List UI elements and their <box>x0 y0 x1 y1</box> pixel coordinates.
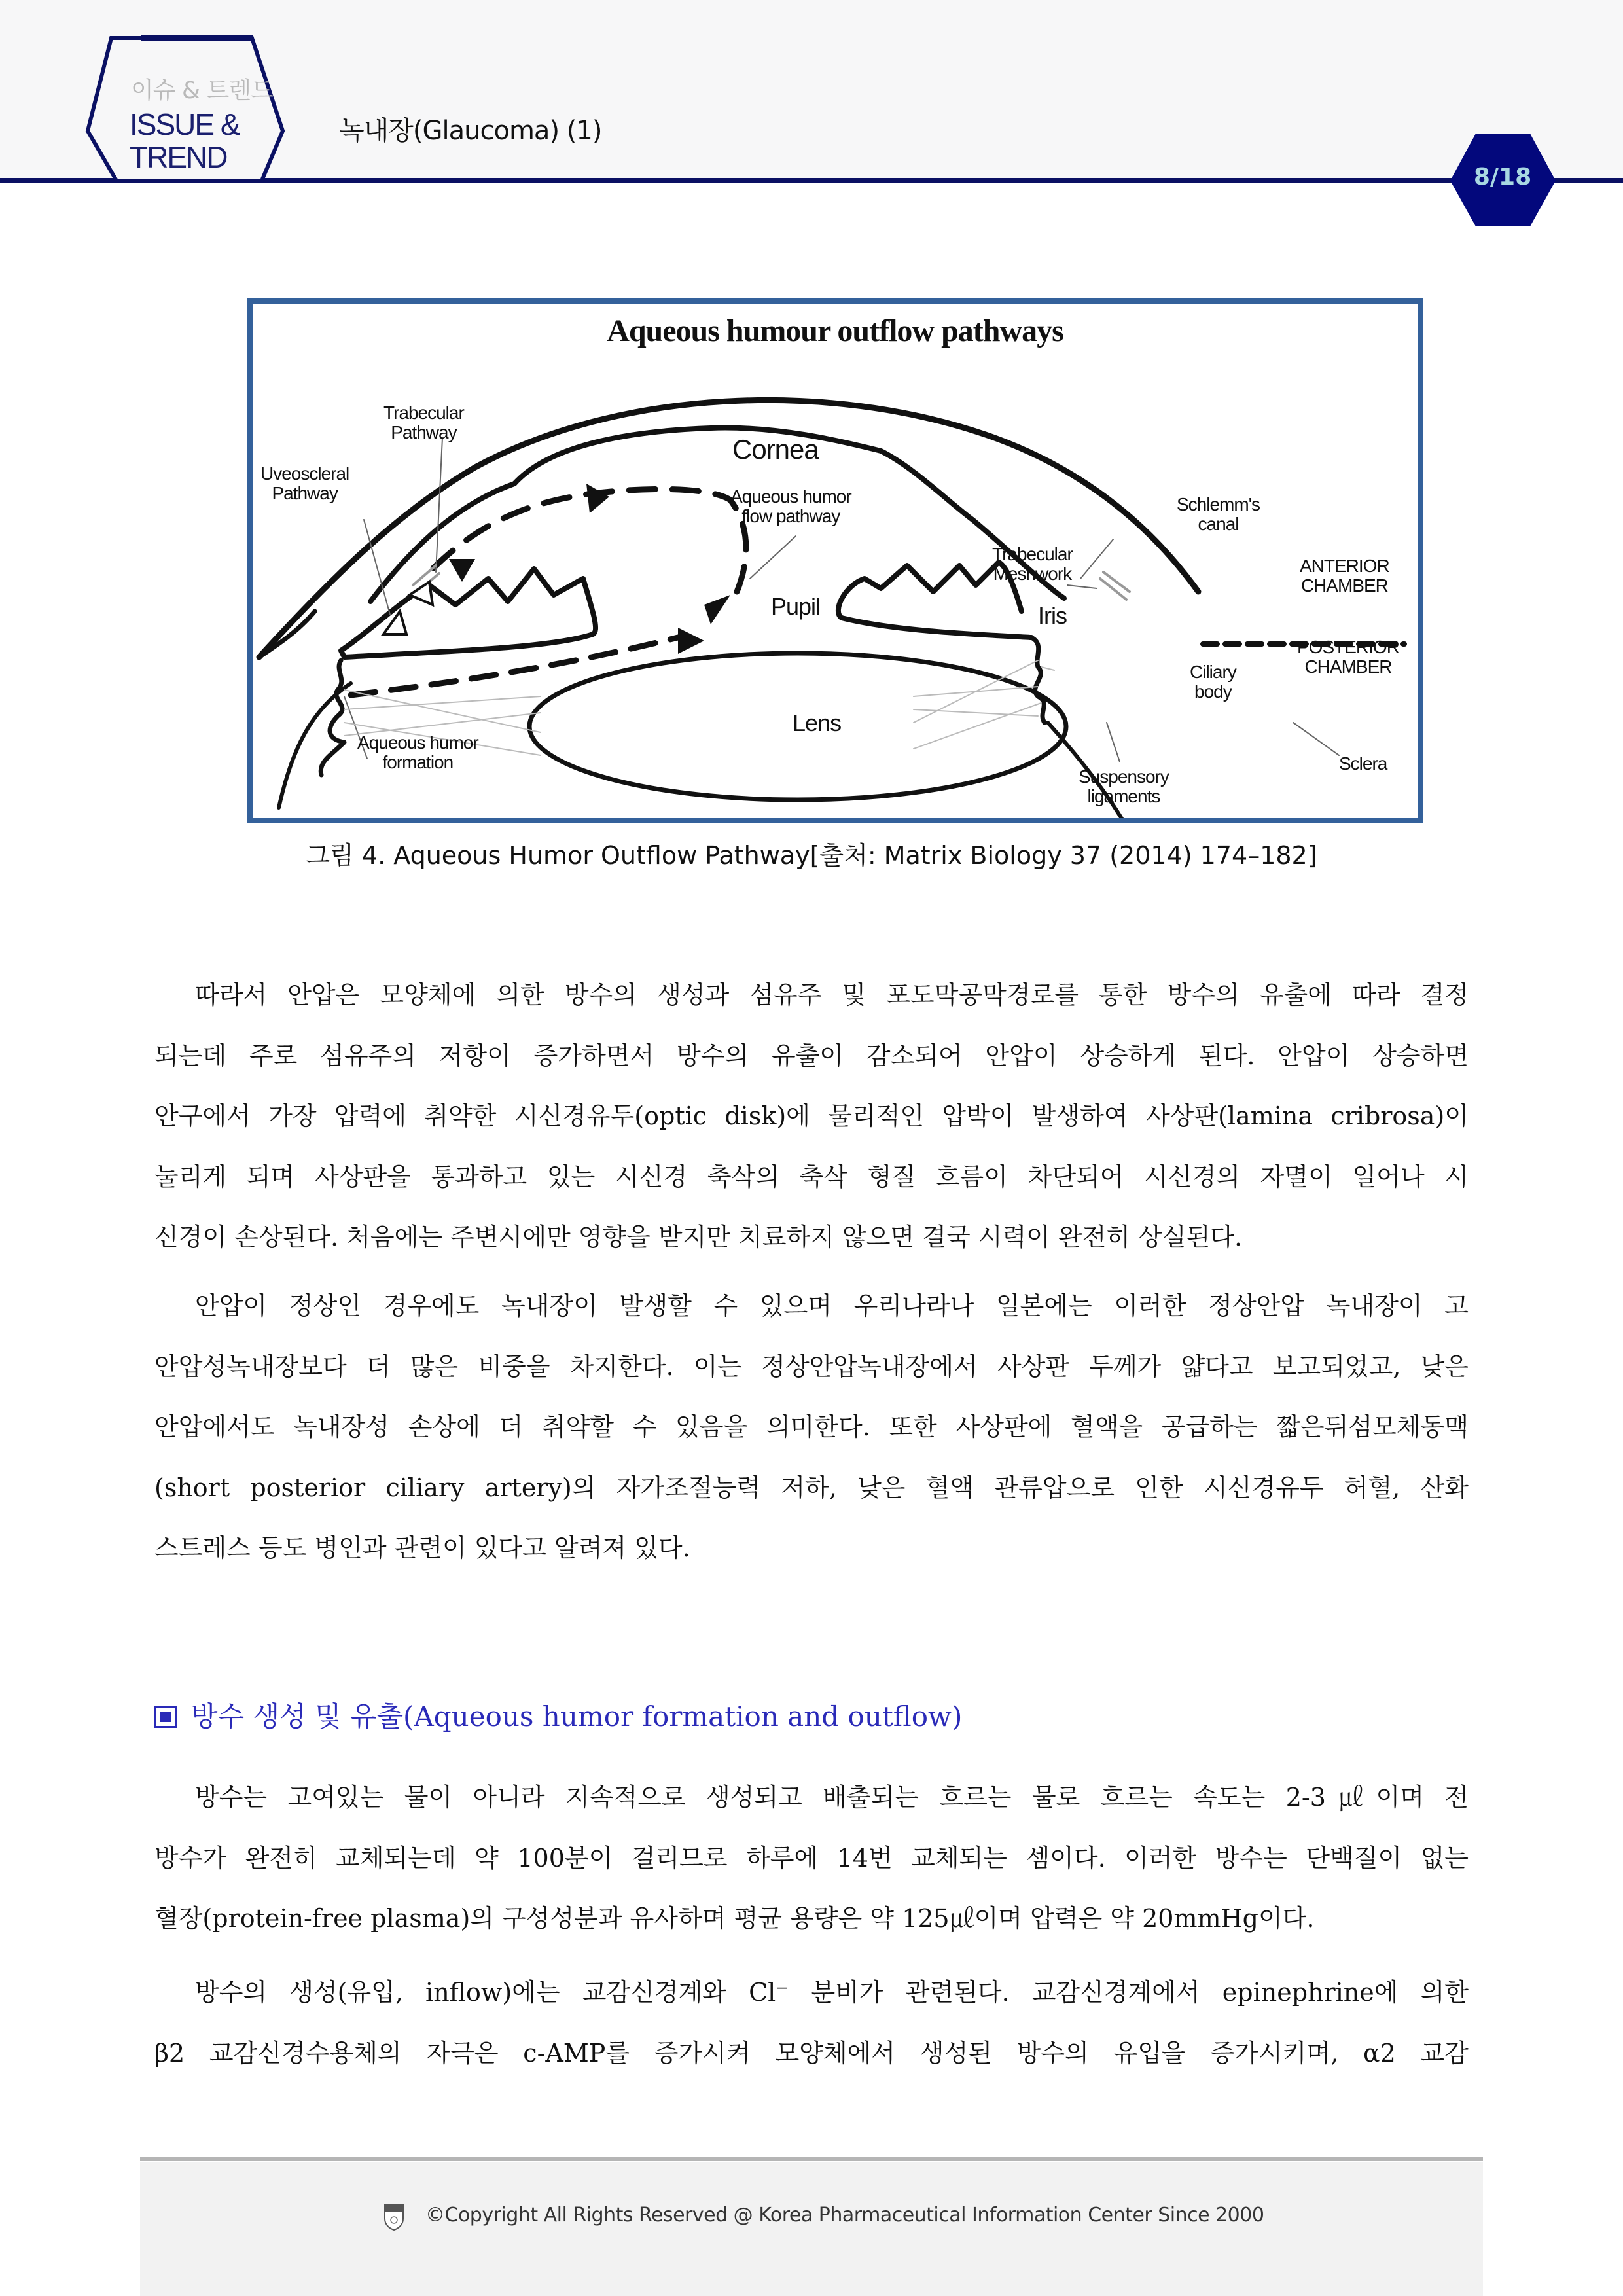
arrowhead-up-pupil <box>704 595 730 624</box>
paragraph-1 <box>154 965 1469 1268</box>
paragraph-line: 방수의 생성(유입, inflow)에는 교감신경계와 Cl⁻ 분비가 관련된다. 교감신경계에서 epinephrine에 의한 <box>195 1978 1469 2007</box>
cornea-inner-line <box>370 428 1064 601</box>
paragraph-line: 안압성녹내장보다 더 많은 비중을 차지한다. 이는 정상안압녹내장에서 사상판 두께가 얇다고 보고되었고, 낮은 <box>154 1352 1469 1381</box>
arrowhead-left-mid <box>449 559 475 582</box>
paragraph-line: 따라서 안압은 모양체에 의한 방수의 생성과 섬유주 및 포도막공막경로를 통한 방수의 유출에 따라 결정 <box>195 980 1469 1009</box>
label-aqueous-flow-pathway: Aqueous humor flow pathway <box>730 486 851 527</box>
label-schlemms-canal: Schlemm's canal <box>1177 494 1260 535</box>
section-heading <box>154 1695 962 1734</box>
logo-line-1: ISSUE & <box>130 107 240 141</box>
label-sclera: Sclera <box>1339 753 1387 774</box>
paragraph-4 <box>154 1962 1469 2083</box>
left-ciliary-body <box>321 660 344 775</box>
paragraph-3 <box>154 1767 1469 1949</box>
paragraph-line: 신경이 손상된다. 처음에는 주변시에만 영향을 받지만 치료하지 않으면 결국 시력이 완전히 상실된다. <box>154 1223 1243 1251</box>
footer-rule <box>140 2157 1483 2161</box>
header-hexagons <box>0 0 1623 262</box>
paragraph-line: 안구에서 가장 압력에 취약한 시신경유두(optic disk)에 물리적인 압박이 발생하여 사상판(lamina cribrosa)이 <box>154 1102 1469 1130</box>
leader-aqueous-flow <box>750 536 796 579</box>
label-trabecular-meshwork: Trabecular Meshwork <box>992 544 1073 584</box>
leader-meshwork <box>1067 585 1097 588</box>
paragraph-line: 혈장(protein-free plasma)의 구성성분과 유사하며 평균 용량은 약 125㎕이며 압력은 약 20mmHg이다. <box>154 1904 1315 1933</box>
flow-path-loop <box>429 489 746 592</box>
figure-aqueous-outflow <box>247 298 1423 823</box>
section-heading-text: 방수 생성 및 유출(Aqueous humor formation and outflow) <box>191 1700 963 1732</box>
paragraph-line: 안압에서도 녹내장성 손상에 더 취약할 수 있음을 의미한다. 또한 사상판에 혈액을 공급하는 짧은뒤섬모체동맥 <box>154 1412 1469 1441</box>
label-pupil: Pupil <box>771 593 821 620</box>
arrowhead-right-lower <box>678 628 704 654</box>
page-number: 8/18 <box>1473 164 1532 190</box>
logo-english-text <box>130 108 240 173</box>
leader-schlemm <box>1080 539 1113 579</box>
footer-copyright: ©Copyright All Rights Reserved @ Korea Pharmaceutical Information Center Since 2000 <box>425 2204 1264 2227</box>
label-anterior-chamber: ANTERIOR CHAMBER <box>1300 556 1389 596</box>
paragraph-line: β2 교감신경수용체의 자극은 c-AMP를 증가시켜 모양체에서 생성된 방수의 유입을 증가시키며, α2 교감 <box>154 2038 1469 2068</box>
footer-band <box>140 2162 1483 2296</box>
label-posterior-chamber: POSTERIOR CHAMBER <box>1297 637 1399 677</box>
arrowhead-left-top <box>586 484 609 513</box>
left-sclera-line <box>259 611 315 657</box>
paragraph-line: 눌리게 되며 사상판을 통과하고 있는 시신경 축삭의 축삭 형질 흐름이 차단되어 시신경의 자멸이 일어나 시 <box>154 1162 1469 1191</box>
logo-line-2: TREND <box>130 140 227 174</box>
leader-trabecular-pathway <box>436 438 442 572</box>
leader-sclera <box>1293 723 1339 755</box>
figure-title: Aqueous humour outflow pathways <box>607 314 1063 348</box>
label-ciliary-body: Ciliary body <box>1190 662 1236 702</box>
paragraph-line: 되는데 주로 섬유주의 저항이 증가하면서 방수의 유출이 감소되어 안압이 상승하게 된다. 안압이 상승하면 <box>154 1041 1469 1070</box>
paragraph-line: 스트레스 등도 병인과 관련이 있다고 알려져 있다. <box>154 1534 690 1562</box>
label-lens: Lens <box>793 709 842 736</box>
leader-suspensory <box>1107 723 1120 762</box>
crest-icon <box>383 2203 404 2231</box>
paragraph-line: 방수는 고여있는 물이 아니라 지속적으로 생성되고 배출되는 흐르는 물로 흐르는 속도는 2-3㎕이며 전 <box>195 1783 1469 1812</box>
label-cornea: Cornea <box>732 434 819 465</box>
left-iris <box>341 569 596 657</box>
label-aqueous-formation: Aqueous humor formation <box>357 732 478 773</box>
paragraph-line: (short posterior ciliary artery)의 자가조절능력 저하, 낮은 혈액 관류압으로 인한 시신경유두 허혈, 산화 <box>154 1473 1469 1502</box>
paragraph-line: 안압이 정상인 경우에도 녹내장이 발생할 수 있으며 우리나라나 일본에는 이러한 정상안압 녹내장이 고 <box>195 1291 1469 1320</box>
paragraph-2 <box>154 1276 1469 1579</box>
label-suspensory-ligaments: Suspensory ligaments <box>1079 766 1169 807</box>
square-bullet-icon <box>154 1706 177 1728</box>
label-uveoscleral-pathway: Uveoscleral Pathway <box>260 463 349 504</box>
document-title: 녹내장(Glaucoma) (1) <box>339 116 602 146</box>
right-ciliary-body <box>1031 637 1044 723</box>
logo-korean-text: 이슈 & 트렌드 <box>131 77 273 104</box>
label-iris: Iris <box>1038 602 1067 629</box>
figure-caption: 그림 4. Aqueous Humor Outflow Pathway[출처: Matrix Biology 37 (2014) 174–182] <box>306 841 1317 870</box>
label-trabecular-pathway: Trabecular Pathway <box>383 403 464 443</box>
paragraph-line: 방수가 완전히 교체되는데 약 100분이 걸리므로 하루에 14번 교체되는 셈이다. 이러한 방수는 단백질이 없는 <box>154 1843 1469 1873</box>
